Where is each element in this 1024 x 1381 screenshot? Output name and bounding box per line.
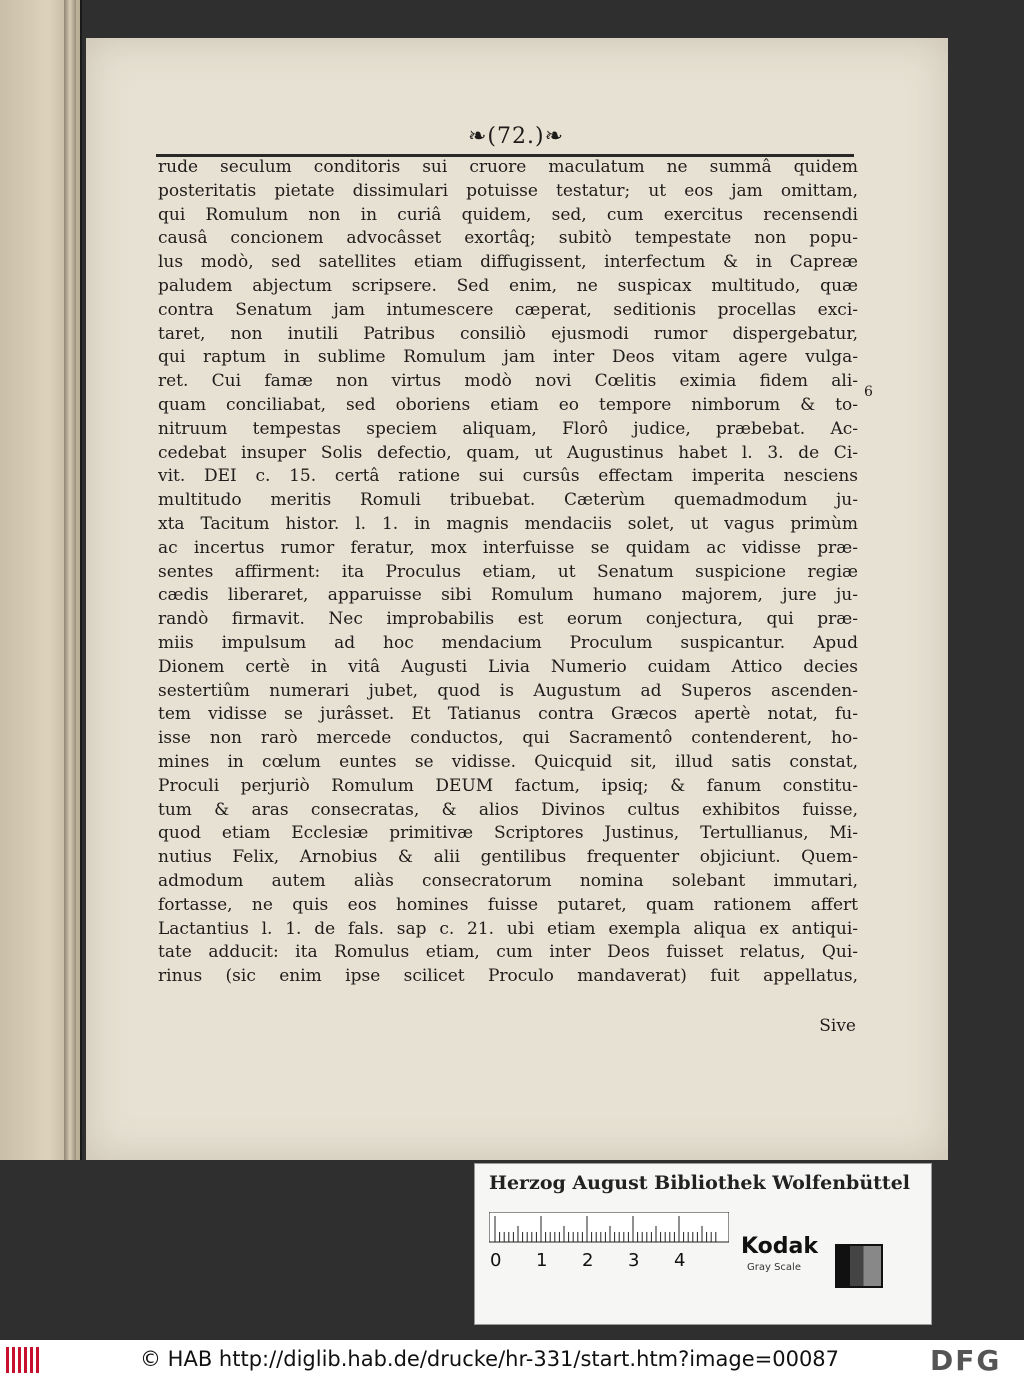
text-line: sentes affirment: ita Proculus etiam, ut Senatum suspicione regiæ	[158, 561, 858, 582]
text-line: Dionem certè in vitâ Augusti Livia Numerio cuidam Attico decies	[158, 656, 858, 677]
text-line: tate adducit: ita Romulus etiam, cum inter Deos fuisset relatus, Qui-	[158, 942, 858, 963]
text-line: qui raptum in sublime Romulum jam inter Deos vitam agere vulga-	[158, 347, 858, 368]
text-line: quam conciliabat, sed oboriens etiam eo tempore nimborum & to-	[158, 394, 858, 415]
text-line: fortasse, ne quis eos homines fuisse putaret, quam rationem affert	[158, 894, 858, 915]
text-line: paludem abjectum scripsere. Sed enim, ne suspicax multitudo, quæ	[158, 275, 858, 296]
text-line: contra Senatum jam intumescere cæperat, seditionis procellas exci-	[158, 299, 858, 320]
text-line: multitudo meritis Romuli tribuebat. Cæterùm quemadmodum ju-	[158, 490, 858, 511]
text-line: tum & aras consecratas, & alios Divinos cultus exhibitos fuisse,	[158, 799, 858, 820]
kodak-logo: Kodak	[741, 1234, 818, 1259]
margin-note: 6	[864, 384, 873, 400]
ruler-label: 3	[628, 1250, 640, 1271]
footer-bar	[0, 1340, 1024, 1381]
scale-ruler	[489, 1212, 729, 1272]
text-line: Lactantius l. 1. de fals. sap c. 21. ubi etiam exempla aliqua ex antiqui-	[158, 918, 858, 939]
text-line: randò firmavit. Nec improbabilis est eorum conjectura, qui præ-	[158, 609, 858, 630]
text-line: causâ concionem advocâsset exortâq; subitò tempestate non popu-	[158, 228, 858, 249]
text-line: nitruum tempestas speciem aliquam, Florô judice, præbebat. Ac-	[158, 418, 858, 439]
ruler-label: 2	[582, 1250, 594, 1271]
text-line: sestertiûm numerari jubet, quod is Augustum ad Superos ascenden-	[158, 680, 858, 701]
credit-link[interactable]: © HAB http://diglib.hab.de/drucke/hr-331/start.htm?image=00087	[140, 1347, 840, 1371]
text-line: rinus (sic enim ipse scilicet Proculo mandaverat) fuit appellatus,	[158, 966, 858, 987]
ruler-label: 4	[674, 1250, 686, 1271]
text-line: ret. Cui famæ non virtus modò novi Cœlitis eximia fidem ali-	[158, 371, 858, 392]
page-gutter	[64, 0, 76, 1160]
text-line: vit. DEI c. 15. certâ ratione sui cursûs effectam imperita nesciens	[158, 466, 858, 487]
barcode-icon	[6, 1347, 40, 1373]
dfg-logo: DFG	[930, 1344, 1002, 1377]
text-line: ac incertus rumor feratur, mox interfuisse se quidam ac vidisse præ-	[158, 537, 858, 558]
ruler-label: 1	[536, 1250, 548, 1271]
text-line: qui Romulum non in curiâ quidem, sed, cum exercitus recensendi	[158, 204, 858, 225]
text-line: nutius Felix, Arnobius & alii gentilibus frequenter objiciunt. Quem-	[158, 847, 858, 868]
page-body	[158, 156, 858, 989]
text-line: mines in cœlum euntes se vidisse. Quicquid sit, illud satis constat,	[158, 751, 858, 772]
text-line: admodum autem aliàs consecratorum nomina solebant immutari,	[158, 870, 858, 891]
catchword: Sive	[819, 1016, 856, 1036]
text-line: rude seculum conditoris sui cruore maculatum ne summâ quidem	[158, 157, 858, 177]
color-target-card	[474, 1163, 932, 1325]
gray-swatch	[835, 1244, 883, 1288]
book-page	[86, 38, 948, 1160]
text-line: quod etiam Ecclesiæ primitivæ Scriptores Justinus, Tertullianus, Mi-	[158, 823, 858, 844]
text-line: miis impulsum ad hoc mendacium Proculum suspicantur. Apud	[158, 632, 858, 653]
library-name: Herzog August Bibliothek Wolfenbüttel	[489, 1172, 910, 1194]
text-line: lus modò, sed satellites etiam diffugissent, interfectum & in Capreæ	[158, 252, 858, 273]
text-line: cædis liberaret, apparuisse sibi Romulum humano majorem, jure ju-	[158, 585, 858, 606]
ruler-label: 0	[490, 1250, 502, 1271]
text-line: Proculi perjuriò Romulum DEUM factum, ipsiq; & fanum constitu-	[158, 775, 858, 796]
text-line: tem vidisse se jurâsset. Et Tatianus contra Græcos apertè notat, fu-	[158, 704, 858, 725]
text-line: taret, non inutili Patribus consiliò ejusmodi rumor dispergebatur,	[158, 323, 858, 344]
text-line: xta Tacitum histor. l. 1. in magnis mendaciis solet, ut vagus primùm	[158, 513, 858, 534]
text-line: posteritatis pietate dissimulari potuisse testatur; ut eos jam omittam,	[158, 180, 858, 201]
text-line: isse non rarò mercede conductos, qui Sacramentô contenderent, ho-	[158, 728, 858, 749]
text-line: cedebat insuper Solis defectio, quam, ut Augustinus habet l. 3. de Ci-	[158, 442, 858, 463]
page-header: ❧(72.)❧	[467, 124, 565, 149]
gray-scale-label: Gray Scale	[747, 1262, 801, 1273]
